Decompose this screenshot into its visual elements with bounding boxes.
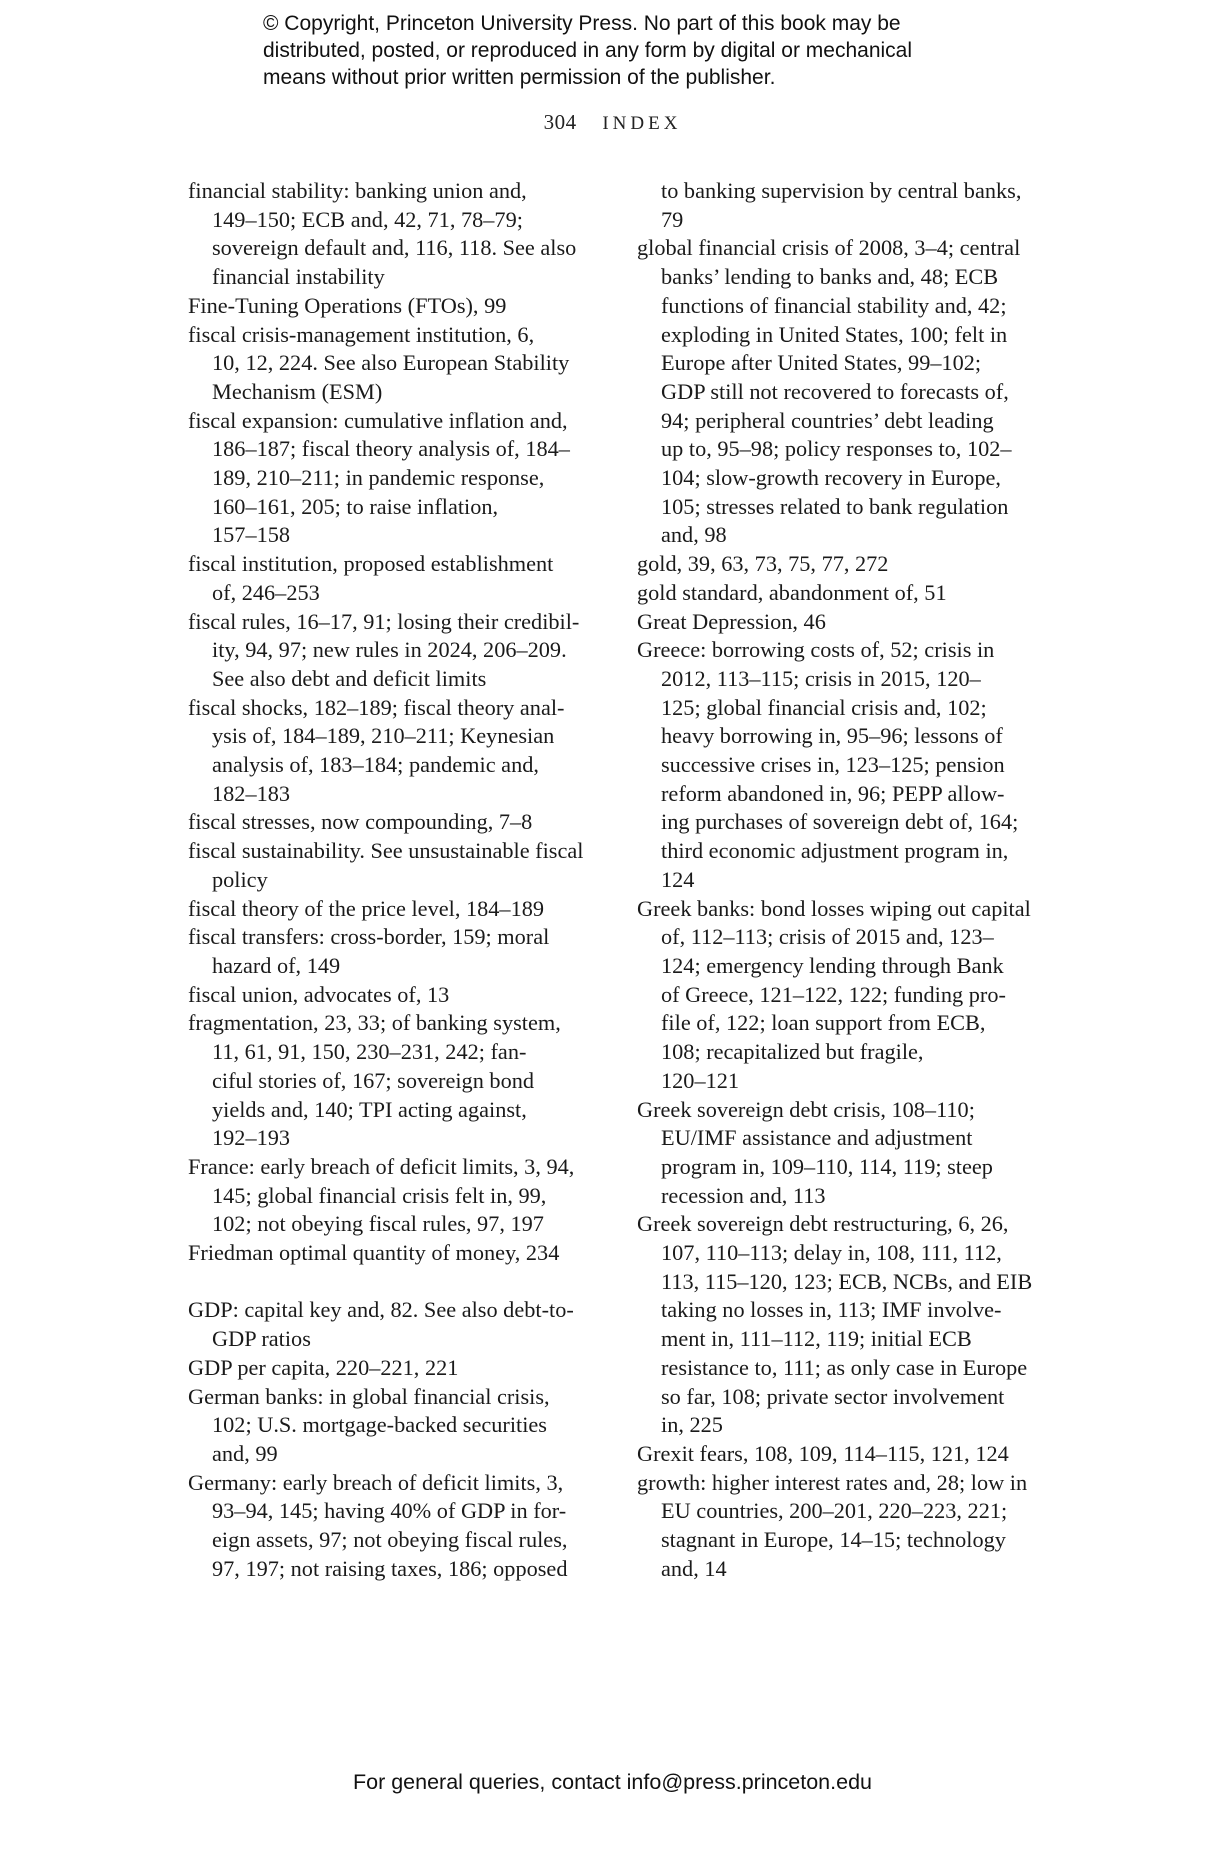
index-subline: resistance to, 111; as only case in Europe [661, 1354, 1028, 1380]
index-subline: analysis of, 183–184; pandemic and, [212, 752, 539, 778]
index-gap [188, 1268, 588, 1297]
copyright-line: distributed, posted, or reproduced in any form by digital or mechanical [263, 39, 913, 62]
index-subline: 145; global financial crisis felt in, 99, [212, 1182, 547, 1208]
index-entry: fiscal transfers: cross-border, 159; moral [188, 924, 550, 950]
index-entry: fiscal theory of the price level, 184–189 [188, 895, 545, 921]
index-entry: fiscal expansion: cumulative inflation and, [188, 407, 568, 433]
index-subline: of, 112–113; crisis of 2015 and, 123– [661, 924, 994, 950]
index-subline: 124; emergency lending through Bank [661, 952, 1004, 978]
page-number: 304 [543, 110, 577, 134]
index-subline: GDP still not recovered to forecasts of, [661, 378, 1009, 404]
index-entry: financial stability: banking union and, [188, 178, 527, 203]
index-subline: 124 [661, 866, 695, 892]
index-subline: 11, 61, 91, 150, 230–231, 242; fan- [212, 1039, 527, 1065]
index-subline: third economic adjustment program in, [661, 838, 1009, 864]
index-subline: so far, 108; private sector involvement [661, 1383, 1005, 1409]
copyright-line: © Copyright, Princeton University Press. No part of this book may be [263, 12, 901, 35]
index-subline: 186–187; fiscal theory analysis of, 184– [212, 436, 570, 462]
index-subline: of Greece, 121–122, 122; funding pro- [661, 981, 1006, 1007]
index-subline: ity, 94, 97; new rules in 2024, 206–209. [212, 637, 567, 663]
index-subline: Mechanism (ESM) [212, 378, 383, 404]
index-subline: 104; slow-growth recovery in Europe, [661, 465, 1001, 491]
index-entry: Grexit fears, 108, 109, 114–115, 121, 124 [637, 1440, 1009, 1466]
index-entry: Greek sovereign debt crisis, 108–110; [637, 1096, 975, 1122]
index-subline: recession and, 113 [661, 1182, 826, 1208]
index-subline: 102; U.S. mortgage-backed securities [212, 1412, 547, 1438]
index-subline: Europe after United States, 99–102; [661, 350, 982, 376]
index-entry: Great Depression, 46 [637, 608, 826, 634]
index-entry: Greek sovereign debt restructuring, 6, 26, [637, 1211, 1009, 1237]
index-subline: taking no losses in, 113; IMF involve- [661, 1297, 1002, 1323]
index-subline: yields and, 140; TPI acting against, [212, 1096, 527, 1122]
index-subline: up to, 95–98; policy responses to, 102– [661, 436, 1012, 462]
index-subline: banks’ lending to banks and, 48; ECB [661, 264, 999, 290]
index-subline: ing purchases of sovereign debt of, 164; [661, 809, 1019, 835]
index-subline: 192–193 [212, 1125, 291, 1151]
index-entry: GDP: capital key and, 82. See also debt-to- [188, 1297, 574, 1323]
index-subline: ciful stories of, 167; sovereign bond [212, 1067, 535, 1093]
index-subline: 107, 110–113; delay in, 108, 111, 112, [661, 1240, 1002, 1266]
index-subline: and, 14 [661, 1555, 727, 1581]
index-subline: 10, 12, 224. See also European Stability [212, 350, 570, 376]
running-head [0, 110, 1225, 135]
index-subline: 149–150; ECB and, 42, 71, 78–79; [212, 206, 523, 232]
index-entry: Friedman optimal quantity of money, 234 [188, 1240, 560, 1266]
copyright-notice [263, 10, 1023, 91]
index-subline: functions of financial stability and, 42; [661, 292, 1007, 318]
index-subline: eign assets, 97; not obeying fiscal rules, [212, 1527, 568, 1553]
index-subline: financial instability [212, 264, 385, 290]
index-subline: ment in, 111–112, 119; initial ECB [661, 1326, 972, 1352]
index-subline: heavy borrowing in, 95–96; lessons of [661, 723, 1003, 749]
index-entry: gold, 39, 63, 73, 75, 77, 272 [637, 551, 889, 577]
index-entry: fiscal union, advocates of, 13 [188, 981, 450, 1007]
index-subline: and, 98 [661, 522, 727, 548]
index-subline: GDP ratios [212, 1326, 311, 1352]
index-subline: exploding in United States, 100; felt in [661, 321, 1008, 347]
index-entry: Greek banks: bond losses wiping out capital [637, 895, 1031, 921]
index-subline: 157–158 [212, 522, 291, 548]
index-entry: fiscal rules, 16–17, 91; losing their credibil- [188, 608, 580, 634]
index-subline: stagnant in Europe, 14–15; technology [661, 1527, 1006, 1553]
index-subline: in, 225 [661, 1412, 723, 1438]
index-subline: EU countries, 200–201, 220–223, 221; [661, 1498, 1008, 1524]
index-subline: 105; stresses related to bank regulation [661, 493, 1009, 519]
index-subline: of, 246–253 [212, 579, 320, 605]
index-subline: 79 [661, 206, 684, 232]
index-entry: GDP per capita, 220–221, 221 [188, 1354, 459, 1380]
index-subline: 160–161, 205; to raise inflation, [212, 493, 499, 519]
index-subline: 108; recapitalized but fragile, [661, 1039, 924, 1065]
index-subline: sovereign default and, 116, 118. See also [212, 235, 577, 261]
index-subline: See also debt and deficit limits [212, 665, 487, 691]
index-subline: program in, 109–110, 114, 119; steep [661, 1153, 993, 1179]
index-subline: policy [212, 866, 268, 892]
footer-contact: For general queries, contact info@press.princeton.edu [352, 1770, 872, 1794]
index-entry: France: early breach of deficit limits, 3, 94, [188, 1153, 575, 1179]
index-subline: EU/IMF assistance and adjustment [661, 1125, 973, 1151]
index-subline: reform abandoned in, 96; PEPP allow- [661, 780, 1005, 806]
index-entry: fiscal sustainability. See unsustainable fiscal [188, 838, 584, 864]
index-subline: hazard of, 149 [212, 952, 341, 978]
index-column-right [637, 177, 1057, 1583]
index-entry: fiscal institution, proposed establishment [188, 551, 554, 577]
index-subline: successive crises in, 123–125; pension [661, 752, 1005, 778]
index-column-left [188, 177, 588, 1583]
copyright-line: means without prior written permission of the publisher. [263, 66, 776, 89]
index-entry: fragmentation, 23, 33; of banking system, [188, 1010, 561, 1036]
index-subline: 182–183 [212, 780, 291, 806]
index-entry: growth: higher interest rates and, 28; low in [637, 1469, 1028, 1495]
index-subline: 189, 210–211; in pandemic response, [212, 465, 545, 491]
index-subline: and, 99 [212, 1440, 278, 1466]
index-entry: global financial crisis of 2008, 3–4; central [637, 235, 1021, 261]
index-subline: 94; peripheral countries’ debt leading [661, 407, 994, 433]
index-subline: file of, 122; loan support from ECB, [661, 1010, 986, 1036]
index-entry: Germany: early breach of deficit limits, 3, [188, 1469, 564, 1495]
index-subline: 120–121 [661, 1067, 740, 1093]
index-subline: to banking supervision by central banks, [661, 178, 1022, 203]
index-entry: fiscal shocks, 182–189; fiscal theory anal- [188, 694, 565, 720]
index-subline: 113, 115–120, 123; ECB, NCBs, and EIB [661, 1268, 1033, 1294]
index-subline: 2012, 113–115; crisis in 2015, 120– [661, 665, 981, 691]
index-subline: ysis of, 184–189, 210–211; Keynesian [212, 723, 555, 749]
index-entry: Greece: borrowing costs of, 52; crisis in [637, 637, 995, 663]
index-subline: 93–94, 145; having 40% of GDP in for- [212, 1498, 567, 1524]
running-title: INDEX [602, 113, 682, 134]
index-subline: 97, 197; not raising taxes, 186; opposed [212, 1555, 568, 1581]
index-entry: German banks: in global financial crisis, [188, 1383, 550, 1409]
index-entry: Fine-Tuning Operations (FTOs), 99 [188, 292, 507, 318]
index-subline: 102; not obeying fiscal rules, 97, 197 [212, 1211, 544, 1237]
index-entry: fiscal stresses, now compounding, 7–8 [188, 809, 533, 835]
index-entry: gold standard, abandonment of, 51 [637, 579, 947, 605]
index-subline: 125; global financial crisis and, 102; [661, 694, 987, 720]
index-entry: fiscal crisis-management institution, 6, [188, 321, 535, 347]
